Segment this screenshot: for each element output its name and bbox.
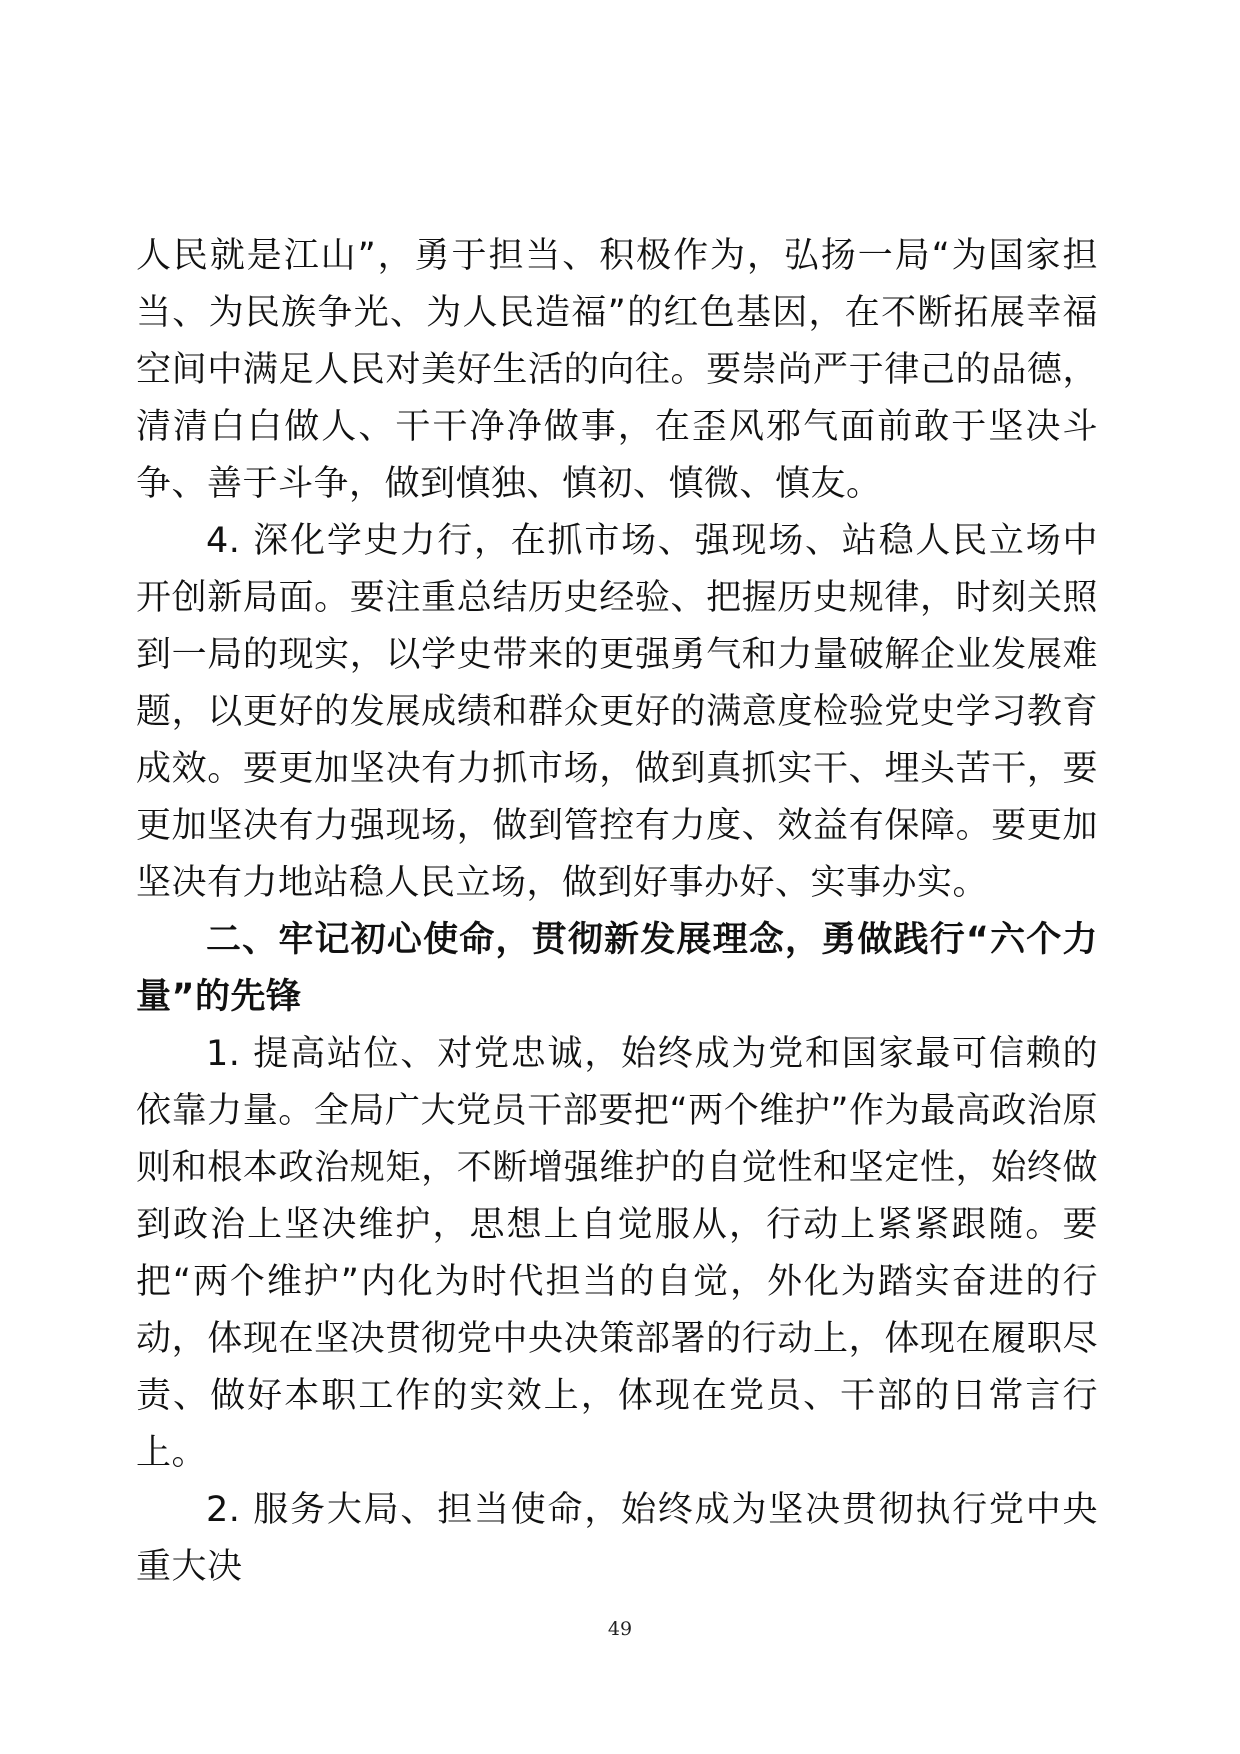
paragraph-item-1: 1. 提高站位、对党忠诚，始终成为党和国家最可信赖的依靠力量。全局广大党员干部要把“两个维护”作为最高政治原则和根本政治规矩，不断增强维护的自觉性和坚定性，始终做到政治上坚决维护，思想上自觉服从，行动上紧紧跟随。要把“两个维护”内化为时代担当的自觉，外化为踏实奋进的行动，体现在坚决贯彻党中央决策部署的行动上，体现在履职尽责、做好本职工作的实效上，体现在党员、干部的日常言行上。: [136, 1034, 1098, 1473]
paragraph-continuation: 人民就是江山”，勇于担当、积极作为，弘扬一局“为国家担当、为民族争光、为人民造福”的红色基因，在不断拓展幸福空间中满足人民对美好生活的向往。要崇尚严于律己的品德，清清白白做人、干干净净做事，在歪风邪气面前敢于坚决斗争、善于斗争，做到慎独、慎初、慎微、慎友。: [136, 236, 1098, 504]
paragraph-item-4: 4. 深化学史力行，在抓市场、强现场、站稳人民立场中开创新局面。要注重总结历史经验、把握历史规律，时刻关照到一局的现实，以学史带来的更强勇气和力量破解企业发展难题，以更好的发展成绩和群众更好的满意度检验党史学习教育成效。要更加坚决有力抓市场，做到真抓实干、埋头苦干，要更加坚决有力强现场，做到管控有力度、效益有保障。要更加坚决有力地站稳人民立场，做到好事办好、实事办实。: [136, 521, 1098, 903]
section-heading: 二、牢记初心使命，贯彻新发展理念，勇做践行“六个力量”的先锋: [136, 920, 1098, 1017]
document-body: [136, 228, 1098, 1596]
page-number: 49: [607, 1618, 633, 1640]
paragraph-item-2: 2. 服务大局、担当使命，始终成为坚决贯彻执行党中央重大决: [136, 1490, 1098, 1587]
